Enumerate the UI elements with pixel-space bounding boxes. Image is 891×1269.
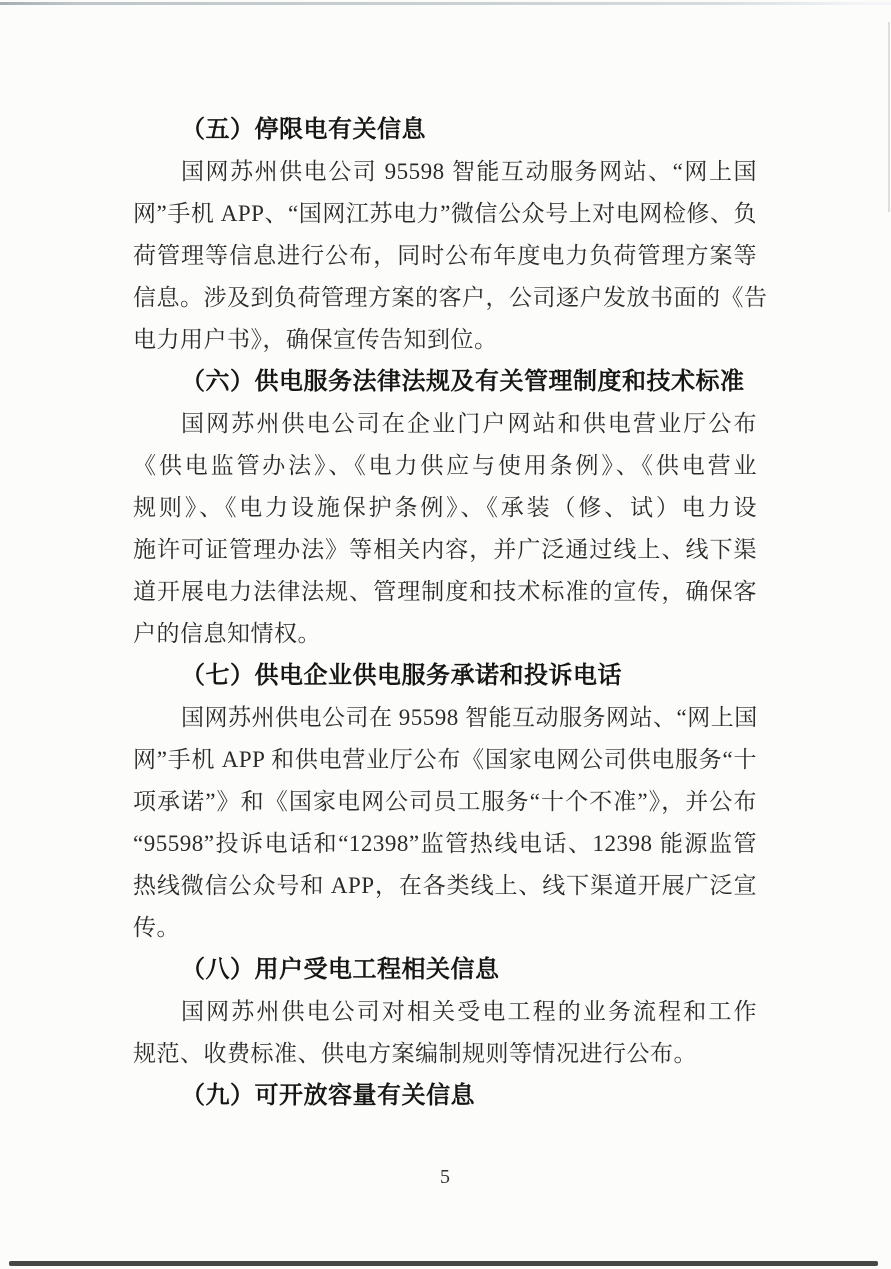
paragraph-line: 信息。涉及到负荷管理方案的客户，公司逐户发放书面的《告 [133, 285, 768, 310]
paragraph-line: 道开展电力法律法规、管理制度和技术标准的宣传，确保客 [133, 579, 757, 604]
section-heading-7: （七）供电企业供电服务承诺和投诉电话 [181, 663, 622, 689]
document-body [133, 109, 768, 1117]
paragraph-line: 热线微信公众号和 APP，在各类线上、线下渠道开展广泛宣 [133, 873, 757, 898]
section-heading-5: （五）停限电有关信息 [181, 117, 426, 143]
section-heading-8: （八）用户受电工程相关信息 [181, 957, 500, 983]
scan-edge-top [0, 2, 891, 5]
paragraph-line: “95598”投诉电话和“12398”监管热线电话、12398 能源监管 [133, 831, 757, 856]
paragraph-line: 网”手机 APP 和供电营业厅公布《国家电网公司供电服务“十 [133, 747, 757, 772]
paragraph-line: 项承诺”》和《国家电网公司员工服务“十个不准”》，并公布 [133, 789, 757, 814]
scan-edge-bottom [9, 1261, 878, 1266]
section-heading-9: （九）可开放容量有关信息 [181, 1083, 475, 1109]
paragraph-line: 传。 [133, 915, 180, 940]
paragraph-line: 规则》、《电力设施保护条例》、《承装（修、试）电力设 [133, 495, 757, 520]
paragraph-line: 网”手机 APP、“国网江苏电力”微信公众号上对电网检修、负 [133, 201, 757, 226]
paragraph-line: 施许可证管理办法》等相关内容，并广泛通过线上、线下渠 [133, 537, 757, 562]
paragraph-line: 荷管理等信息进行公布，同时公布年度电力负荷管理方案等 [133, 243, 757, 268]
paragraph-line: 《供电监管办法》、《电力供应与使用条例》、《供电营业 [133, 453, 757, 478]
paragraph-line: 电力用户书》，确保宣传告知到位。 [133, 327, 498, 352]
paragraph-line: 国网苏州供电公司在 95598 智能互动服务网站、“网上国 [181, 705, 758, 730]
paragraph-line: 国网苏州供电公司 95598 智能互动服务网站、“网上国 [181, 159, 757, 184]
paragraph-line: 规范、收费标准、供电方案编制规则等情况进行公布。 [133, 1041, 697, 1066]
scan-edge-right [888, 22, 890, 212]
paragraph-line: 国网苏州供电公司对相关受电工程的业务流程和工作 [181, 999, 757, 1024]
paragraph-line: 国网苏州供电公司在企业门户网站和供电营业厅公布 [181, 411, 757, 436]
page-number: 5 [440, 1166, 450, 1188]
paragraph-line: 户的信息知情权。 [133, 621, 321, 646]
section-heading-6: （六）供电服务法律法规及有关管理制度和技术标准 [181, 369, 745, 395]
